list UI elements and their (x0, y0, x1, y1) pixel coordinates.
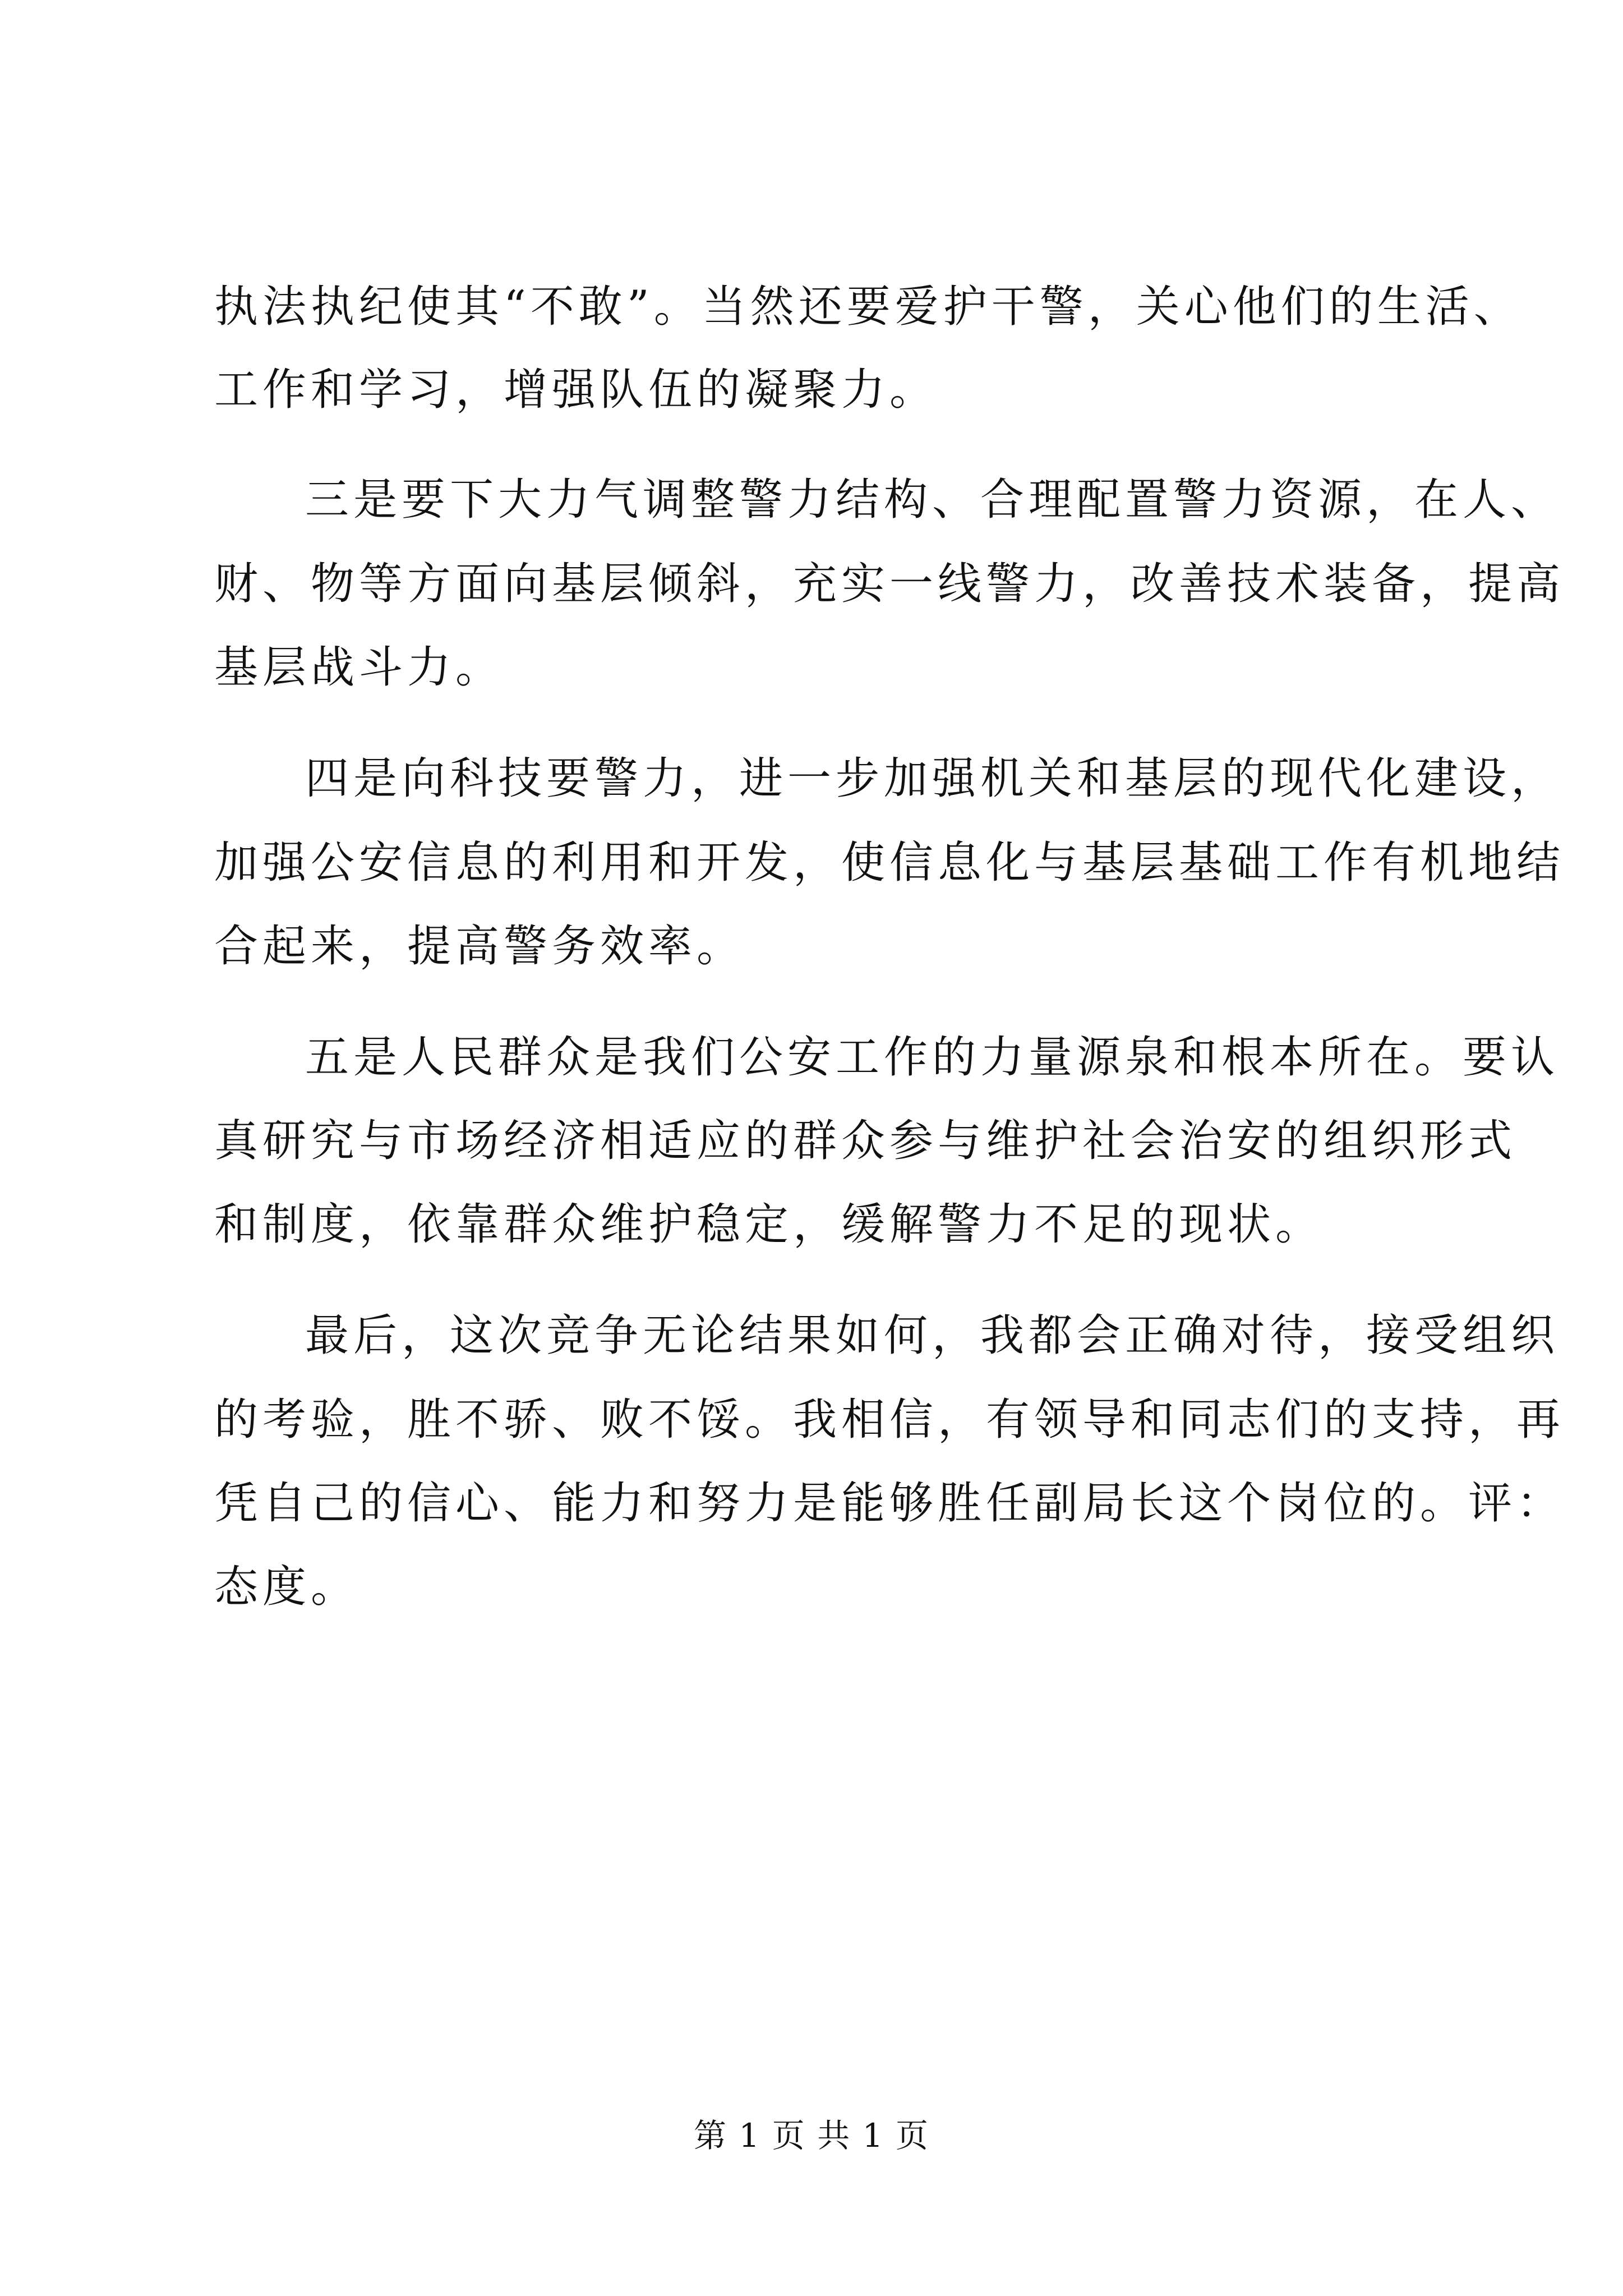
closing-paragraph-line: 最后，这次竞争无论结果如何，我都会正确对待，接受组织 (305, 1310, 1560, 1361)
paragraph-4-line: 四是向科技要警力，进一步加强机关和基层的现代化建设， (305, 753, 1560, 804)
body-text-line: 合起来，提高警务效率。 (214, 921, 745, 972)
paragraph-5-line: 五是人民群众是我们公安工作的力量源泉和根本所在。要认 (305, 1032, 1560, 1083)
body-text-line: 的考验，胜不骄、败不馁。我相信，有领导和同志们的支持，再 (214, 1395, 1565, 1445)
body-text-line: 基层战斗力。 (214, 642, 504, 693)
body-text-line: 态度。 (214, 1562, 359, 1612)
page-number-footer: 第 1 页 共 1 页 (694, 2116, 929, 2155)
body-text-line: 加强公安信息的利用和开发，使信息化与基层基础工作有机地结 (214, 838, 1565, 888)
body-text-line: 凭自己的信心、能力和努力是能够胜任副局长这个岗位的。评： (214, 1478, 1565, 1529)
body-text-line: 和制度，依靠群众维护稳定，缓解警力不足的现状。 (214, 1199, 1324, 1250)
body-text-line: 财、物等方面向基层倾斜，充实一线警力，改善技术装备，提高 (214, 559, 1565, 609)
paragraph-3-line: 三是要下大力气调整警力结构、合理配置警力资源，在人、 (305, 475, 1560, 525)
body-text-line: 执法执纪使其“不敢”。当然还要爱护干警，关心他们的生活、 (214, 282, 1522, 332)
body-text-line: 真研究与市场经济相适应的群众参与维护社会治安的组织形式 (214, 1116, 1517, 1166)
body-text-line: 工作和学习，增强队伍的凝聚力。 (214, 365, 938, 415)
